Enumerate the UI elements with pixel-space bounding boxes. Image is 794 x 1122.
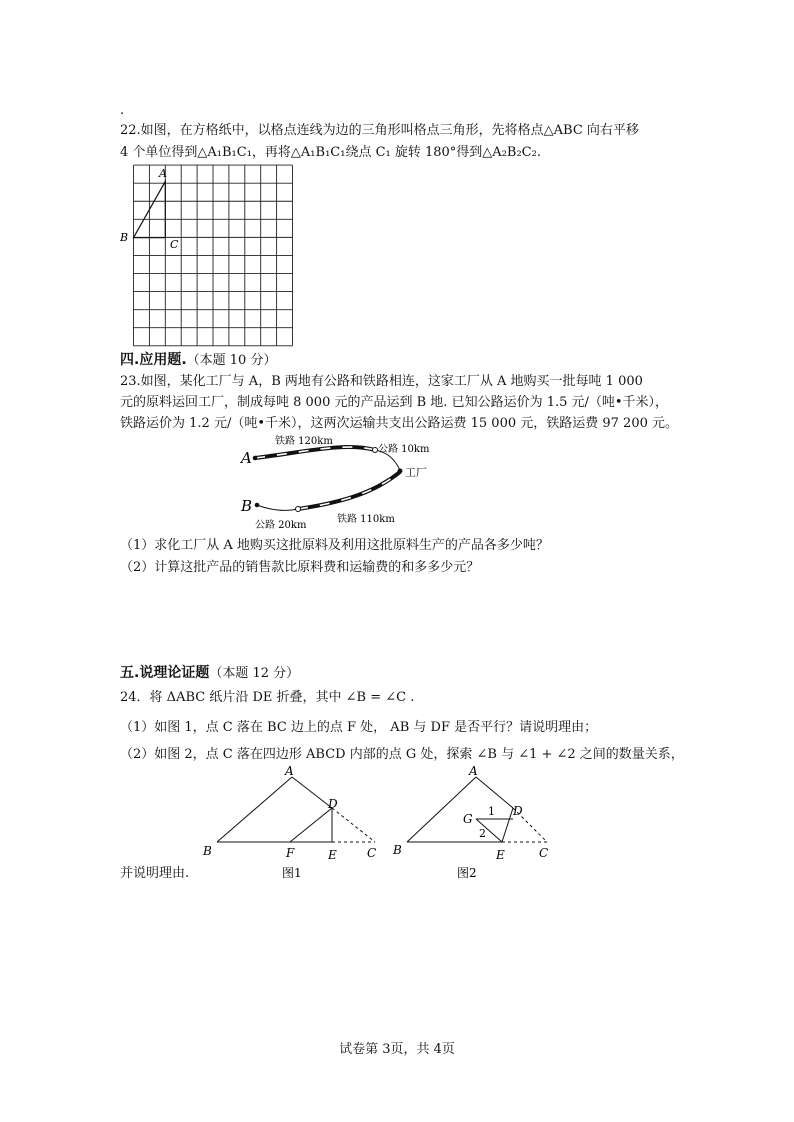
q24-figure1 bbox=[195, 765, 385, 885]
q23-sub2: （2）计算这批产品的销售款比原料费和运输费的和多多少元？ bbox=[120, 560, 480, 575]
map-label-b: B bbox=[241, 497, 253, 515]
fig1-side-ba bbox=[217, 777, 292, 842]
fig2-caption: 图2 bbox=[457, 866, 477, 880]
grid-label-c: C bbox=[170, 238, 179, 251]
section5-score: （本题 12 分） bbox=[209, 666, 300, 681]
point-a-dot bbox=[253, 456, 258, 461]
grid-label-b: B bbox=[120, 231, 129, 244]
page-footer: 试卷第 3页，共 4页 bbox=[339, 1042, 455, 1057]
rail-top-path bbox=[255, 447, 375, 458]
map-factory: 工厂 bbox=[405, 466, 427, 479]
fig2-label-g: G bbox=[463, 812, 473, 826]
fig2-angle-1: 1 bbox=[488, 805, 495, 818]
fig1-caption: 图1 bbox=[282, 866, 302, 880]
fig1-label-a: A bbox=[285, 765, 294, 778]
road-rail-junction-bottom bbox=[296, 507, 301, 512]
section5-title: 五.说理论证题 bbox=[120, 665, 210, 681]
fig2-label-d: D bbox=[513, 804, 523, 818]
factory-dot bbox=[398, 469, 403, 474]
stray-dot: . bbox=[120, 103, 125, 118]
q24-sub2: （2）如图 2，点 C 落在四边形 ABCD 内部的点 G 处，探索 ∠B 与 ∠1 + ∠2 之间的数量关系， bbox=[120, 747, 684, 762]
q23-line3: 铁路运价为 1.2 元/（吨•千米），这两次运输共支出公路运费 15 000 元，铁路运费 97 200 元。 bbox=[120, 416, 678, 431]
q23-line2: 元的原料运回工厂，制成每吨 8 000 元的产品运到 B 地. 已知公路运价为 1.5 元/（吨•千米）， bbox=[120, 395, 669, 410]
q24-sub1: （1）如图 1，点 C 落在 BC 边上的点 F 处， AB 与 DF 是否平行？请说明理由； bbox=[120, 720, 598, 735]
fig1-line-df bbox=[290, 808, 332, 842]
grid-label-a: A bbox=[159, 167, 167, 180]
fig1-label-e: E bbox=[328, 848, 337, 862]
map-rail-bottom: 铁路 110km bbox=[337, 514, 395, 525]
section4-heading bbox=[120, 349, 276, 371]
q23-route-map bbox=[235, 430, 465, 530]
fig2-label-c: C bbox=[539, 846, 549, 860]
section5-heading bbox=[120, 662, 299, 684]
q23-sub1: （1）求化工厂从 A 地购买这批原料及利用这批原料生产的产品各多少吨？ bbox=[120, 538, 549, 553]
fig1-dashed-dc bbox=[332, 808, 375, 842]
fig2-label-e: E bbox=[496, 848, 505, 862]
fig1-side-ad bbox=[292, 777, 332, 808]
rail-bottom-path bbox=[298, 472, 400, 509]
q24-line-end: 并说明理由. bbox=[120, 866, 190, 881]
fig2-side-ba bbox=[407, 777, 476, 842]
map-road-bottom: 公路 20km bbox=[255, 520, 307, 530]
grid-lines bbox=[134, 165, 293, 346]
q22-line2: 4 个单位得到△A₁B₁C₁，再将△A₁B₁C₁绕点 C₁ 旋转 180°得到△A₂B₂C₂. bbox=[120, 145, 541, 160]
section4-score: （本题 10 分） bbox=[186, 353, 277, 368]
fig2-label-a: A bbox=[469, 765, 478, 778]
q22-grid-figure bbox=[115, 160, 320, 350]
fig2-side-ad bbox=[476, 777, 513, 808]
fig2-label-b: B bbox=[393, 843, 402, 857]
road-bottom-path bbox=[257, 505, 298, 510]
fig1-label-d: D bbox=[328, 797, 338, 811]
q24-line1: 24．将 ΔABC 纸片沿 DE 折叠，其中 ∠B = ∠C . bbox=[120, 690, 415, 705]
map-label-a: A bbox=[241, 449, 252, 467]
fig1-label-f: F bbox=[286, 846, 295, 860]
fig1-label-c: C bbox=[367, 846, 377, 860]
road-rail-junction-top bbox=[373, 448, 378, 453]
q22-line1: 22.如图，在方格纸中，以格点连线为边的三角形叫格点三角形，先将格点△ABC 向右平移 bbox=[120, 123, 639, 138]
map-road-top: 公路 10km bbox=[378, 444, 430, 455]
rail-bottom-dash bbox=[298, 472, 400, 509]
fig2-angle-2: 2 bbox=[479, 827, 486, 840]
section4-title: 四.应用题. bbox=[120, 352, 187, 368]
fig2-fold-de bbox=[502, 808, 513, 842]
q24-figure2 bbox=[385, 765, 575, 885]
point-b-dot bbox=[255, 503, 260, 508]
q23-line1: 23.如图，某化工厂与 A，B 两地有公路和铁路相连，这家工厂从 A 地购买一批每吨 1 000 bbox=[120, 374, 643, 389]
map-rail-top: 铁路 120km bbox=[275, 436, 333, 447]
fig1-label-b: B bbox=[203, 844, 212, 858]
